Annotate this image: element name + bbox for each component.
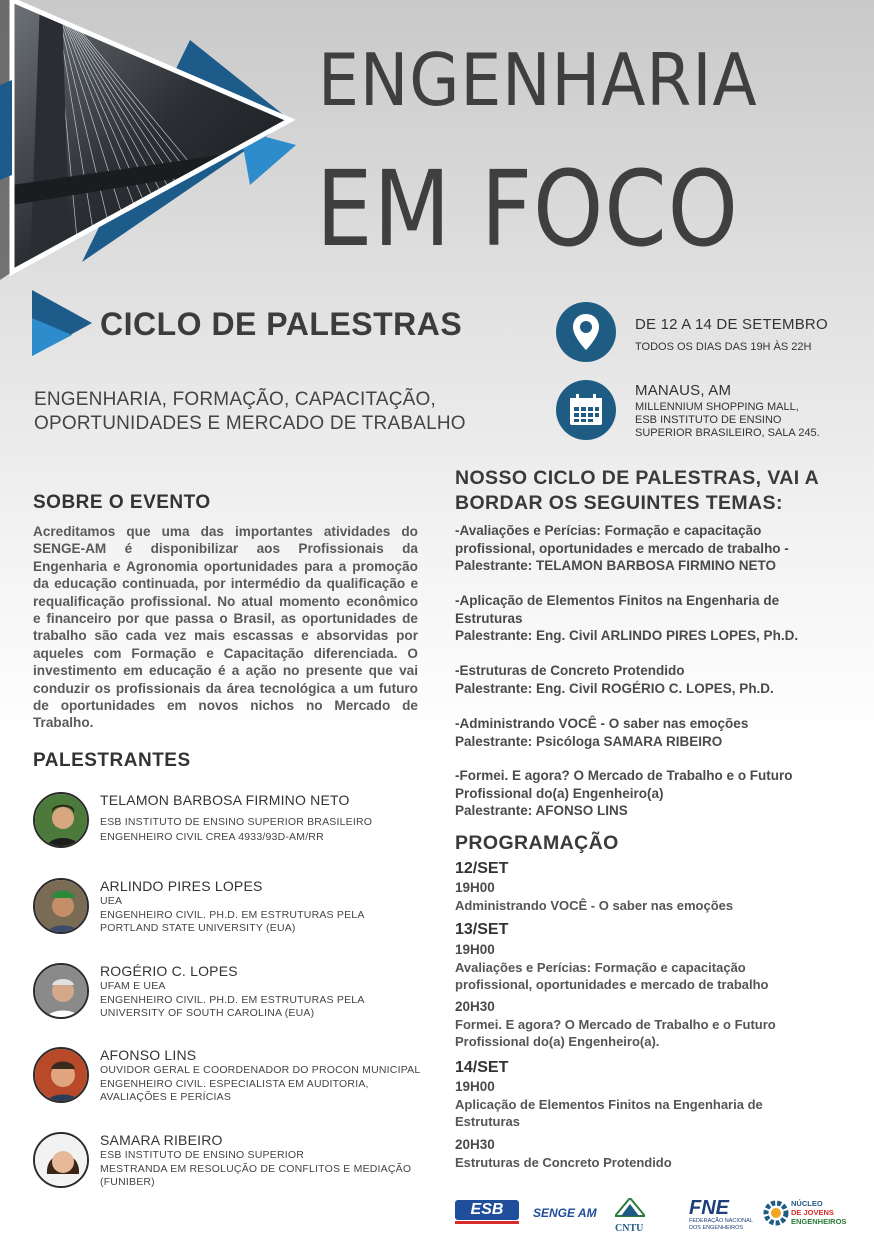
hero-bridge-illustration [0,0,300,290]
speaker-detail: (FUNIBER) [100,1176,155,1188]
speakers-heading: PALESTRANTES [33,750,191,771]
speaker-card [33,1047,433,1117]
speaker-detail: MESTRANDA EM RESOLUÇÃO DE CONFLITOS E MEDIAÇÃO [100,1163,412,1175]
fne-logo-sub: DOS ENGENHEIROS [689,1225,744,1231]
speaker-detail: ENGENHEIRO CIVIL CREA 4933/93D-AM/RR [100,831,324,843]
program-time: 20H30 [455,999,495,1014]
sponsor-logos [455,1196,855,1232]
speaker-detail: ENGENHEIRO CIVIL. ESPECIALISTA EM AUDITORIA, [100,1078,369,1090]
speaker-card [33,878,433,948]
avatar [33,878,89,934]
speaker-detail: ENGENHEIRO CIVIL. PH.D. EM ESTRUTURAS PELA [100,909,365,921]
topic-item [455,767,855,820]
speaker-card [33,1132,433,1202]
program-day-date: 14/SET [455,1059,509,1076]
calendar-icon [556,380,616,440]
program-session-line: Estruturas [455,1114,521,1129]
speaker-card [33,963,433,1033]
event-subtitle-line-2: OPORTUNIDADES E MERCADO DE TRABALHO [34,413,466,434]
topic-line: -Administrando VOCÊ - O saber nas emoções [455,716,749,731]
topic-item [455,715,855,750]
njeng-logo-line: DE JOVENS [791,1208,834,1217]
topic-line: Profissional do(a) Engenheiro(a) [455,785,664,801]
speaker-name: SAMARA RIBEIRO [100,1132,223,1148]
gear-icon [763,1200,789,1226]
about-text: Acreditamos que uma das importantes atividades do SENGE-AM é disponibilizar aos Profissionais da Engenharia e Agronomia oportunidades para a promoção da educação continuada, por intermédio da qualificação e requalificação profissional. No atual momento econômico e financeiro por que passa o Brasil, as oportunidades de trabalho são cada vez mais escassas e absorvidas por aqueles com Formação e Capacitação diferenciada. O investimento em educação é a ação no presente que vai conduzir os profissionais da área tecnológica a um futuro de oportunidades em novos nichos no Mercado de Trabalho. [33,524,418,731]
event-subtitle [34,388,504,436]
topic-line: -Aplicação de Elementos Finitos na Engenharia de [455,593,780,608]
program-session-line: Estruturas de Concreto Protendido [455,1155,672,1170]
program-time: 19H00 [455,1079,495,1094]
njeng-logo-line: ENGENHEIROS [791,1217,847,1226]
speaker-detail: UEA [100,895,123,907]
speaker-name: TELAMON BARBOSA FIRMINO NETO [100,792,350,808]
speaker-name: AFONSO LINS [100,1047,197,1063]
event-venue-line-3: SUPERIOR BRASILEIRO, SALA 245. [635,427,820,439]
speaker-card [33,792,433,862]
program-time: 19H00 [455,942,495,957]
event-label: CICLO DE PALESTRAS [100,306,463,342]
topic-line: Palestrante: AFONSO LINS [455,803,628,818]
event-hours: TODOS OS DIAS DAS 19H ÀS 22H [635,341,812,353]
avatar [33,963,89,1019]
njeng-logo-line: NÚCLEO [791,1199,823,1208]
topic-line: profissional, oportunidades e mercado de trabalho - [455,540,789,556]
topic-line: Palestrante: Eng. Civil ROGÉRIO C. LOPES, Ph.D. [455,680,774,696]
speaker-detail: ESB INSTITUTO DE ENSINO SUPERIOR BRASILEIRO [100,816,373,828]
program-session-line: profissional, oportunidades e mercado de trabalho [455,977,769,992]
avatar [33,1047,89,1103]
event-venue-line-2: ESB INSTITUTO DE ENSINO [635,414,782,426]
program-day-date: 12/SET [455,860,509,877]
program-session [455,959,769,993]
avatar [33,792,89,848]
topic-item [455,662,855,697]
esb-logo [455,1200,519,1224]
event-venue-line-1: MILLENNIUM SHOPPING MALL, [635,401,799,413]
triangle-bullet-icon [32,290,92,356]
program-session-line: Formei. E agora? O Mercado de Trabalho e o Futuro [455,1017,776,1032]
esb-logo-mark: ESB [455,1200,519,1220]
location-pin-icon [556,302,616,362]
topics-heading-line-2: BORDAR OS SEGUINTES TEMAS: [455,492,783,514]
speaker-detail: ESB INSTITUTO DE ENSINO SUPERIOR [100,1149,304,1161]
topic-line: -Formei. E agora? O Mercado de Trabalho e o Futuro [455,768,793,783]
speaker-detail: OUVIDOR GERAL E COORDENADOR DO PROCON MUNICIPAL [100,1064,421,1076]
program-time: 20H30 [455,1137,495,1152]
njeng-logo [791,1199,846,1226]
program-time: 19H00 [455,880,495,895]
program-session-line: Profissional do(a) Engenheiro(a). [455,1034,660,1049]
speaker-detail: UNIVERSITY OF SOUTH CAROLINA (EUA) [100,1007,315,1019]
topic-line: Palestrante: Eng. Civil ARLINDO PIRES LOPES, Ph.D. [455,628,799,643]
speaker-detail: PORTLAND STATE UNIVERSITY (EUA) [100,922,296,934]
program-session [455,1096,763,1130]
program-session-line: Aplicação de Elementos Finitos na Engenharia de [455,1097,763,1112]
program-session [455,1016,776,1050]
cntu-logo [615,1198,645,1234]
program-session-line: Administrando VOCÊ - O saber nas emoções [455,898,734,913]
about-heading: SOBRE O EVENTO [33,492,211,513]
fne-logo [689,1198,755,1232]
topic-line: -Estruturas de Concreto Protendido [455,663,685,678]
event-subtitle-line-1: ENGENHARIA, FORMAÇÃO, CAPACITAÇÃO, [34,389,436,410]
event-city: MANAUS, AM [635,382,732,399]
speaker-name: ARLINDO PIRES LOPES [100,878,263,894]
speaker-detail: AVALIAÇÕES E PERÍCIAS [100,1091,232,1103]
program-day-date: 13/SET [455,921,509,938]
cntu-logo-text: CNTU [615,1223,644,1234]
fne-logo-text: FNE [689,1197,729,1219]
topic-line: Palestrante: Psicóloga SAMARA RIBEIRO [455,733,723,749]
avatar [33,1132,89,1188]
fne-logo-sub: FEDERAÇÃO NACIONAL [689,1218,753,1224]
event-dates: DE 12 A 14 DE SETEMBRO [635,316,828,333]
title-line-1: ENGENHARIA [318,38,758,122]
topic-item [455,522,855,575]
title-line-2: EM FOCO [316,148,739,270]
speaker-detail: ENGENHEIRO CIVIL. PH.D. EM ESTRUTURAS PELA [100,994,365,1006]
program-session-line: Avaliações e Perícias: Formação e capacitação [455,960,746,975]
topic-line: Estruturas [455,610,523,626]
topics-heading [455,466,819,516]
speaker-detail: UFAM E UEA [100,980,166,992]
topic-line: Palestrante: TELAMON BARBOSA FIRMINO NETO [455,558,777,573]
senge-logo: SENGE AM [533,1206,597,1220]
program-session [455,1154,672,1171]
program-heading: PROGRAMAÇÃO [455,832,619,854]
topic-item [455,592,855,645]
program-session [455,897,733,914]
topics-heading-line-1: NOSSO CICLO DE PALESTRAS, VAI A [455,467,820,489]
speaker-name: ROGÉRIO C. LOPES [100,963,238,979]
topic-line: -Avaliações e Perícias: Formação e capacitação [455,523,762,538]
